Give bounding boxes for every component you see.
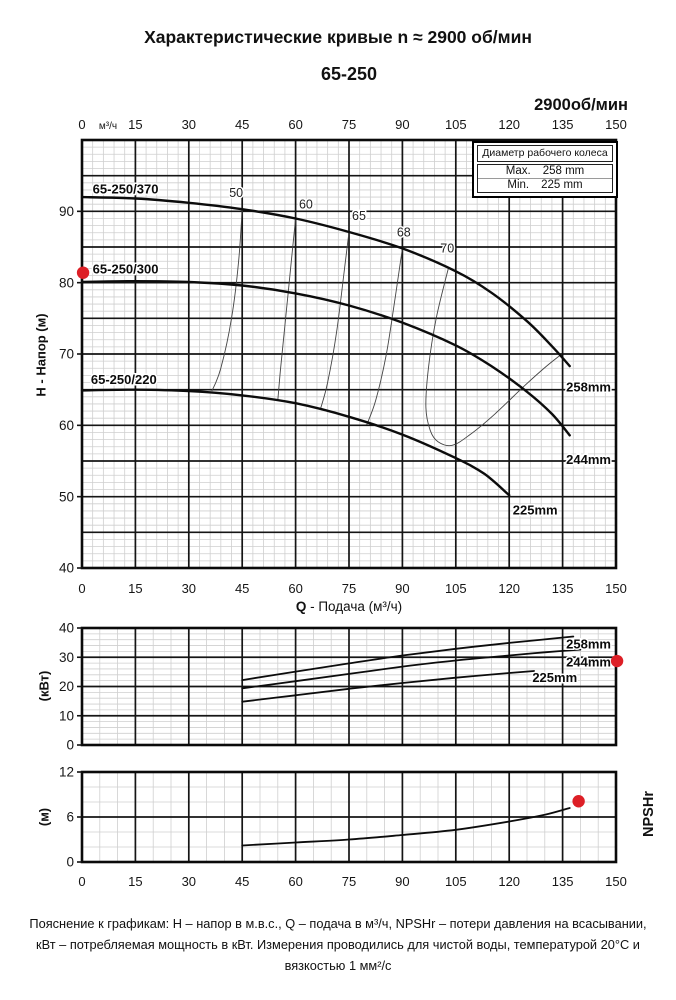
svg-text:0: 0 — [78, 874, 86, 889]
efficiency-label: 60 — [298, 197, 313, 212]
svg-text:0: 0 — [66, 854, 74, 870]
svg-text:105: 105 — [444, 117, 467, 132]
svg-text:135: 135 — [551, 581, 574, 596]
rpm-label: 2900об/мин — [534, 96, 628, 114]
svg-text:60: 60 — [288, 874, 303, 889]
svg-text:105: 105 — [444, 581, 467, 596]
svg-text:105: 105 — [444, 874, 467, 889]
legend-min-label: Min. — [507, 179, 530, 191]
svg-text:90: 90 — [58, 204, 74, 220]
page-title: Характеристические кривые n ≈ 2900 об/мин — [144, 27, 532, 47]
svg-text:10: 10 — [58, 708, 74, 724]
legend-values — [477, 164, 613, 193]
svg-text:30: 30 — [181, 874, 197, 889]
red-marker-dot — [77, 266, 89, 278]
efficiency-label: 65 — [352, 208, 366, 223]
tick-labels — [59, 621, 82, 753]
legend-min-value: 225 mm — [541, 179, 583, 191]
svg-text:150: 150 — [605, 117, 627, 132]
curve-label: 65-250/300 — [92, 261, 159, 277]
curve-label: 258mm — [566, 636, 611, 652]
legend-max-row — [478, 165, 612, 179]
svg-text:90: 90 — [395, 581, 410, 596]
npsh-axis-title: (м) — [36, 807, 52, 827]
head-axis-title: H - Напор (м) — [33, 313, 49, 397]
svg-text:15: 15 — [128, 581, 143, 596]
curve-label: 225mm — [512, 502, 558, 518]
svg-text:150: 150 — [605, 581, 627, 596]
chart-npsh — [59, 765, 627, 889]
svg-text:120: 120 — [498, 117, 521, 132]
svg-text:12: 12 — [58, 764, 74, 780]
flow-axis-title-symbol: Q — [295, 599, 307, 614]
red-marker-dot — [611, 655, 623, 667]
svg-text:30: 30 — [58, 649, 74, 665]
svg-text:75: 75 — [341, 117, 357, 132]
svg-text:60: 60 — [288, 581, 303, 596]
svg-text:90: 90 — [395, 117, 410, 132]
svg-text:120: 120 — [498, 874, 521, 889]
svg-text:70: 70 — [58, 346, 74, 362]
curve-label: 65-250/370 — [92, 181, 159, 197]
svg-text:15: 15 — [128, 874, 143, 889]
model-title: 65-250 — [320, 64, 378, 84]
impeller-diameter-legend — [472, 141, 618, 198]
svg-text:30: 30 — [181, 117, 197, 132]
svg-text:135: 135 — [551, 874, 574, 889]
svg-text:80: 80 — [58, 275, 74, 291]
svg-text:120: 120 — [498, 581, 521, 596]
svg-text:150: 150 — [605, 874, 627, 889]
curve-label: 258mm — [566, 379, 611, 395]
flow-axis-title — [82, 599, 616, 614]
svg-text:75: 75 — [341, 581, 357, 596]
svg-text:40: 40 — [58, 560, 74, 576]
svg-text:45: 45 — [234, 117, 250, 132]
curve-label: 65-250/220 — [90, 372, 157, 388]
svg-text:0: 0 — [78, 117, 86, 132]
svg-text:60: 60 — [58, 418, 74, 434]
svg-text:50: 50 — [58, 489, 74, 505]
svg-text:45: 45 — [234, 874, 250, 889]
flow-unit-label: м³/ч — [98, 121, 118, 132]
efficiency-label: 70 — [440, 241, 455, 256]
legend-max-label: Max. — [505, 165, 531, 177]
efficiency-label: 50 — [229, 186, 244, 201]
red-marker-dot — [572, 795, 584, 807]
svg-text:15: 15 — [128, 117, 143, 132]
svg-text:6: 6 — [66, 809, 74, 825]
svg-text:45: 45 — [234, 581, 250, 596]
svg-text:40: 40 — [58, 620, 74, 636]
legend-title: Диаметр рабочего колеса — [477, 145, 613, 162]
efficiency-label: 68 — [396, 225, 411, 240]
curve-label: 225mm — [532, 670, 578, 686]
curve-label: 244mm — [566, 452, 611, 468]
svg-text:0: 0 — [78, 581, 86, 596]
svg-text:90: 90 — [395, 874, 410, 889]
svg-text:60: 60 — [288, 117, 303, 132]
flow-axis-title-text: - Подача (м³/ч) — [306, 599, 403, 614]
chart-power — [59, 621, 623, 753]
legend-min-row — [478, 179, 612, 192]
npsh-right-title: NPSHr — [641, 791, 657, 837]
svg-text:135: 135 — [551, 117, 574, 132]
power-axis-title: (кВт) — [36, 670, 52, 702]
svg-text:20: 20 — [58, 679, 74, 695]
legend-max-value: 258 mm — [542, 165, 585, 177]
curve-label: 244mm — [566, 654, 611, 670]
footer-note: Пояснение к графикам: H – напор в м.в.с., Q – подача в м³/ч, NPSHr – потери давления на всасывании, кВт – потребляемая мощность в кВт. Измерения проводились для чистой воды, температурой 20°C и вязкостью 1 мм²/с — [29, 916, 647, 974]
svg-text:75: 75 — [341, 874, 357, 889]
svg-text:0: 0 — [66, 737, 74, 753]
svg-text:30: 30 — [181, 581, 197, 596]
